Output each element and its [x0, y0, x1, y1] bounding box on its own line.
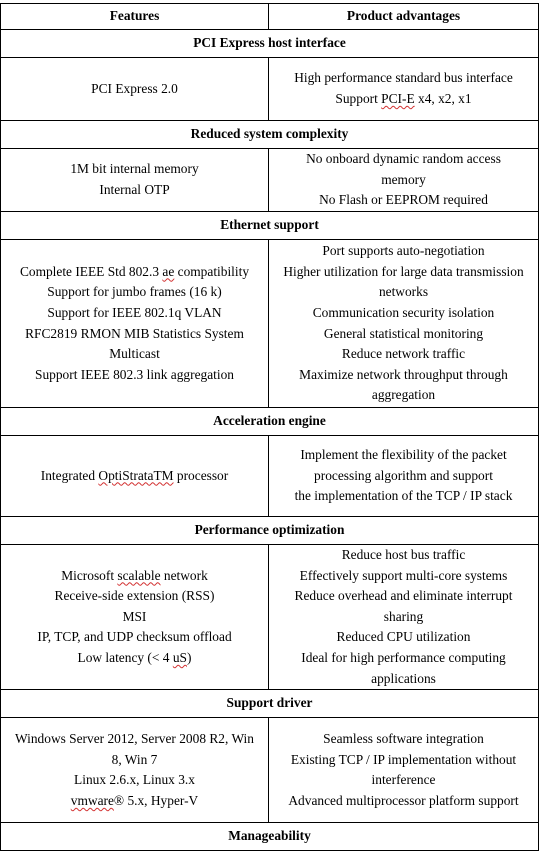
section-content-row	[1, 545, 539, 690]
section-content-row	[1, 718, 539, 823]
advantages-cell	[269, 149, 539, 212]
advantage-line: Reduce host bus traffic	[341, 547, 466, 562]
advantage-line: applications	[371, 670, 436, 686]
section-title-row	[1, 121, 539, 149]
feature-line: Complete IEEE Std 802.3 ae compatibility	[19, 263, 250, 279]
advantage-line: interference	[371, 772, 436, 788]
section-title: Acceleration engine	[1, 408, 539, 436]
features-cell	[1, 718, 269, 823]
advantage-line: No Flash or EEPROM required	[319, 192, 488, 208]
features-cell	[1, 149, 269, 212]
section-title-row	[1, 690, 539, 718]
section-title: PCI Express host interface	[1, 30, 539, 58]
features-cell	[1, 545, 269, 690]
advantage-line: General statistical monitoring	[323, 325, 484, 341]
feature-line: Receive-side extension (RSS)	[54, 588, 215, 604]
feature-line: Microsoft scalable network	[61, 567, 208, 583]
section-content-row	[1, 149, 539, 212]
features-cell	[1, 240, 269, 408]
advantage-line: memory	[381, 171, 426, 187]
advantage-line: processing algorithm and support	[314, 467, 493, 483]
header-row	[1, 4, 539, 30]
section-title-row	[1, 212, 539, 240]
section-title-row	[1, 408, 539, 436]
features-cell	[1, 58, 269, 121]
advantage-line: aggregation	[371, 387, 436, 403]
section-title-row	[1, 823, 539, 851]
advantages-cell	[269, 545, 539, 690]
advantages-cell	[269, 436, 539, 517]
advantages-cell	[269, 718, 539, 823]
advantage-line: Higher utilization for large data transmission	[283, 263, 524, 279]
advantage-line: Existing TCP / IP implementation without	[290, 751, 517, 767]
feature-line: 1M bit internal memory	[70, 161, 199, 177]
advantage-line: Reduce network traffic	[341, 346, 466, 362]
section-content-row	[1, 240, 539, 408]
section-content-row	[1, 436, 539, 517]
feature-line: Support IEEE 802.3 link aggregation	[35, 366, 234, 382]
feature-line: RFC2819 RMON MIB Statistics System	[25, 325, 244, 341]
advantage-line: sharing	[383, 608, 424, 624]
feature-line: Internal OTP	[99, 182, 170, 197]
advantages-column-header: Product advantages	[269, 4, 539, 30]
advantage-line: No onboard dynamic random access	[306, 151, 501, 167]
advantage-line: Reduce overhead and eliminate interrupt	[294, 588, 513, 604]
spellcheck-mark: OptiStrataTM	[98, 467, 174, 483]
advantage-line: Seamless software integration	[323, 730, 484, 746]
feature-line: Multicast	[109, 346, 160, 362]
section-content-row	[1, 58, 539, 121]
feature-line: IP, TCP, and UDP checksum offload	[37, 629, 232, 645]
section-title: Support driver	[1, 690, 539, 718]
section-title-row	[1, 30, 539, 58]
section-title: Performance optimization	[1, 517, 539, 545]
features-table	[0, 3, 539, 851]
feature-line: PCI Express 2.0	[91, 80, 178, 96]
section-title: Reduced system complexity	[1, 121, 539, 149]
feature-line: Support for jumbo frames (16 k)	[47, 284, 222, 300]
feature-line: Integrated OptiStrataTM processor	[40, 467, 229, 483]
advantage-line: Communication security isolation	[312, 304, 495, 320]
spellcheck-mark: vmware	[70, 792, 114, 808]
advantage-line: Port supports auto-negotiation	[322, 243, 485, 259]
spellcheck-mark: scalable	[117, 567, 161, 583]
advantage-line: Support PCI-E x4, x2, x1	[335, 91, 472, 106]
spellcheck-mark: PCI-E	[381, 91, 415, 106]
advantage-line: Reduced CPU utilization	[336, 629, 471, 645]
advantage-line: the implementation of the TCP / IP stack	[294, 488, 513, 504]
feature-line: Support for IEEE 802.1q VLAN	[47, 304, 222, 320]
advantage-line: Ideal for high performance computing	[301, 649, 506, 665]
feature-line: MSI	[122, 608, 147, 624]
feature-line: 8, Win 7	[111, 751, 158, 767]
advantages-cell	[269, 58, 539, 121]
features-cell	[1, 436, 269, 517]
advantages-cell	[269, 240, 539, 408]
advantage-line: Advanced multiprocessor platform support	[288, 792, 519, 808]
section-title-row	[1, 517, 539, 545]
feature-line: Linux 2.6.x, Linux 3.x	[74, 772, 195, 788]
feature-line: Windows Server 2012, Server 2008 R2, Win	[15, 730, 254, 746]
advantage-line: High performance standard bus interface	[294, 70, 513, 86]
section-title: Ethernet support	[1, 212, 539, 240]
feature-line: vmware® 5.x, Hyper-V	[70, 792, 199, 808]
advantage-line: Effectively support multi-core systems	[299, 567, 508, 583]
advantage-line: Implement the flexibility of the packet	[300, 447, 507, 463]
spellcheck-mark: ae	[162, 263, 175, 279]
section-title: Manageability	[1, 823, 539, 851]
advantage-line: networks	[378, 284, 429, 300]
feature-line: Low latency (< 4 uS)	[77, 649, 192, 665]
advantage-line: Maximize network throughput through	[299, 366, 508, 382]
features-column-header: Features	[1, 4, 269, 30]
spellcheck-mark: uS	[172, 649, 187, 665]
